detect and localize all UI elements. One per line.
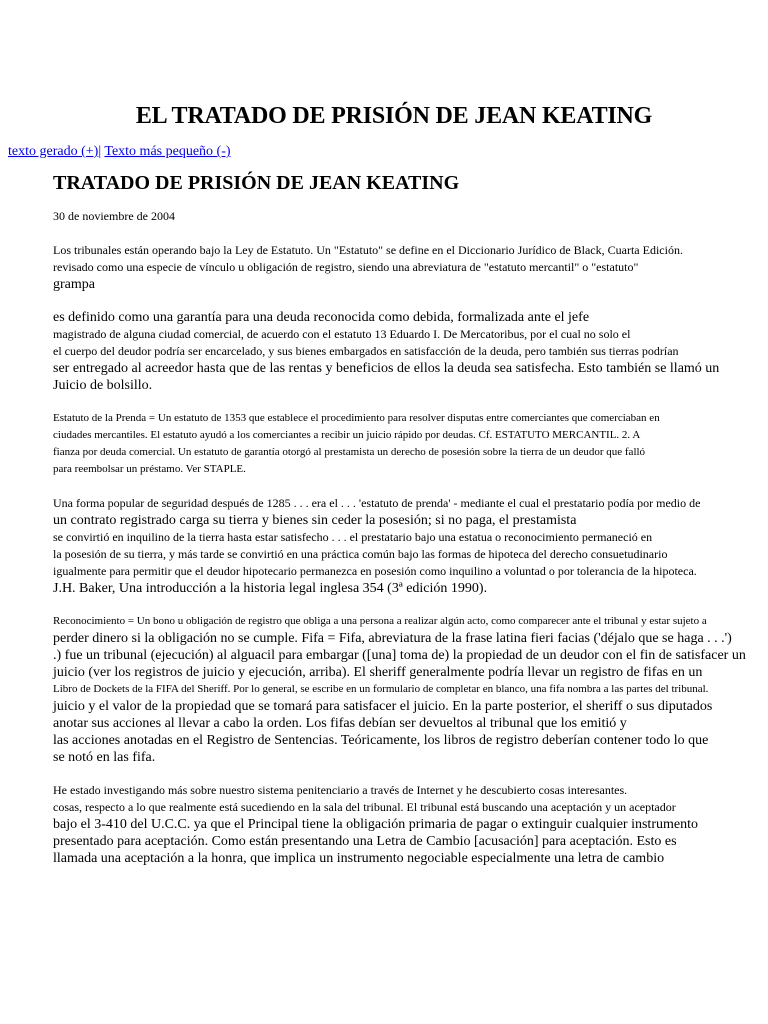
paragraph-3 (53, 410, 753, 478)
larger-text-link[interactable]: texto gerado (+) (8, 144, 99, 159)
paragraph-line: ser entregado al acreedor hasta que de las rentas y beneficios de ellos la deuda sea satisfecha. Esto también se llamó un (53, 361, 720, 376)
paragraph-line: se notó en las fifa. (53, 750, 156, 765)
page-title: EL TRATADO DE PRISIÓN DE JEAN KEATING (135, 103, 653, 129)
paragraph-line: Los tribunales están operando bajo la Ley de Estatuto. Un "Estatuto" se define en el Diccionario Jurídico de Black, Cuarta Edición. (53, 243, 683, 257)
paragraph-line: la posesión de su tierra, y más tarde se convirtió en una práctica común bajo las formas de hipoteca del derecho consuetudinario (53, 547, 668, 561)
paragraph-line: J.H. Baker, Una introducción a la historia legal inglesa 354 (3ª edición 1990). (53, 581, 488, 596)
paragraph-5 (53, 613, 753, 766)
paragraph-line: grampa (53, 277, 95, 292)
paragraph-line: Una forma popular de seguridad después de 1285 . . . era el . . . 'estatuto de prenda' - mediante el cual el prestatario podía por medio de (53, 496, 701, 510)
paragraph-line: Juicio de bolsillo. (53, 378, 153, 393)
paragraph-line: anotar sus acciones al llevar a cabo la orden. Los fifas debían ser devueltos al tribunal que los emitió y (53, 716, 627, 731)
paragraph-line: Estatuto de la Prenda = Un estatuto de 1353 que establece el procedimiento para resolver disputas entre comerciantes que comerciaban en (53, 412, 660, 424)
paragraph-line: He estado investigando más sobre nuestro sistema penitenciario a través de Internet y he descubierto cosas interesantes. (53, 783, 628, 797)
article-body (53, 170, 753, 867)
link-separator: | (98, 144, 102, 159)
text-size-links (8, 144, 231, 160)
paragraph-line: bajo el 3-410 del U.C.C. ya que el Principal tiene la obligación primaria de pagar o extinguir cualquier instrumento (53, 817, 698, 832)
paragraph-line: igualmente para permitir que el deudor hipotecario permanezca en posesión como inquilino a voluntad o por tolerancia de la hipoteca. (53, 564, 697, 578)
paragraph-line: para reembolsar un préstamo. Ver STAPLE. (53, 463, 246, 475)
paragraph-line: se convirtió en inquilino de la tierra hasta estar satisfecho . . . el prestatario bajo una estatua o reconocimiento permaneció en (53, 530, 653, 544)
paragraph-line: presentado para aceptación. Como están presentando una Letra de Cambio [acusación] para aceptación. Esto es (53, 834, 677, 849)
paragraph-line: perder dinero si la obligación no se cumple. Fifa = Fifa, abreviatura de la frase latina fieri facias ('déjalo que se haga . . .') (53, 631, 732, 646)
paragraph-line: las acciones anotadas en el Registro de Sentencias. Teóricamente, los libros de registro deberían contener todo lo que (53, 733, 709, 748)
document-date: 30 de noviembre de 2004 (53, 209, 175, 223)
document-title: TRATADO DE PRISIÓN DE JEAN KEATING (53, 172, 460, 194)
paragraph-line: fianza por deuda comercial. Un estatuto de garantía otorgó al prestamista un derecho de posesión sobre la tierra de un deudor que falló (53, 446, 646, 458)
paragraph-line: el cuerpo del deudor podría ser encarcelado, y sus bienes embargados en satisfacción de la deuda, pero también sus tierras podrían (53, 344, 679, 358)
paragraph-line: revisado como una especie de vínculo u obligación de registro, siendo una abreviatura de "estatuto mercantil" o "estatuto" (53, 260, 639, 274)
smaller-text-link[interactable]: Texto más pequeño (-) (104, 144, 231, 159)
paragraph-4 (53, 495, 753, 597)
paragraph-1 (53, 242, 753, 293)
paragraph-line: .) fue un tribunal (ejecución) al alguacil para embargar ([una] toma de) la propiedad de un deudor con el fin de satisfacer un (53, 648, 746, 663)
paragraph-line: un contrato registrado carga su tierra y bienes sin ceder la posesión; si no paga, el prestamista (53, 513, 577, 528)
paragraph-line: juicio (ver los registros de juicio y ejecución, arriba). El sheriff generalmente podría llevar un registro de fifas en un (53, 665, 703, 680)
paragraph-line: cosas, respecto a lo que realmente está sucediendo en la sala del tribunal. El tribunal está buscando una aceptación y un aceptador (53, 800, 676, 814)
paragraph-line: ciudades mercantiles. El estatuto ayudó a los comerciantes a recibir un juicio rápido por deudas. Cf. ESTATUTO MERCANTIL. 2. A (53, 429, 641, 441)
paragraph-line: Libro de Dockets de la FIFA del Sheriff. Por lo general, se escribe en un formulario de completar en blanco, una fifa nombra a las partes del tribunal. (53, 683, 709, 695)
paragraph-6 (53, 782, 753, 867)
paragraph-line: magistrado de alguna ciudad comercial, de acuerdo con el estatuto 13 Eduardo I. De Mercatoribus, por el cual no solo el (53, 327, 631, 341)
paragraph-line: Reconocimiento = Un bono u obligación de registro que obliga a una persona a realizar algún acto, como comparecer ante el tribunal y estar sujeto a (53, 615, 707, 627)
paragraph-line: juicio y el valor de la propiedad que se tomará para satisfacer el juicio. En la parte posterior, el sheriff o sus diputados (53, 699, 713, 714)
paragraph-2 (53, 309, 753, 394)
paragraph-line: es definido como una garantía para una deuda reconocida como debida, formalizada ante el jefe (53, 310, 590, 325)
paragraph-line: llamada una aceptación a la honra, que implica un instrumento negociable especialmente una letra de cambio (53, 851, 665, 866)
